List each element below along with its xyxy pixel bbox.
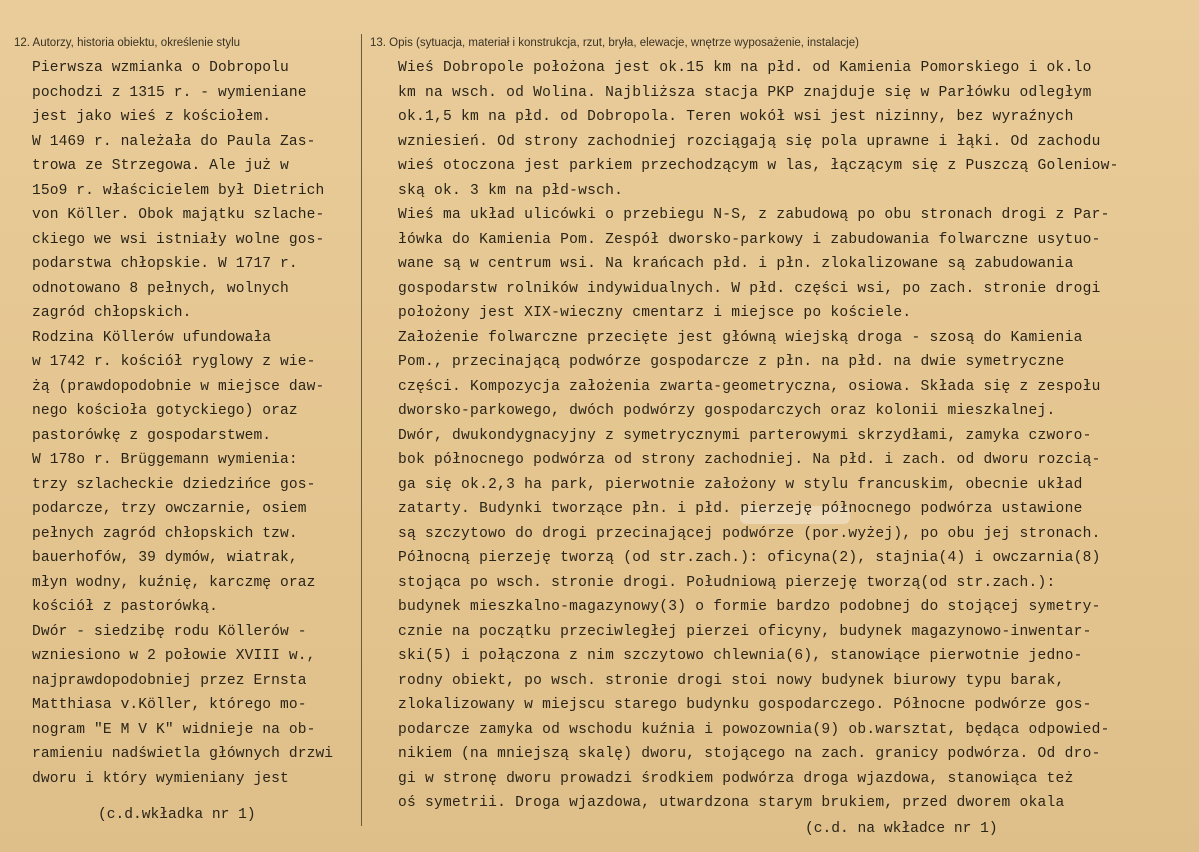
description-text-line: rodny obiekt, po wsch. stronie drogi stoi nowy budynek biurowy typu barak,	[398, 672, 1065, 689]
history-text-line: pełnych zagród chłopskich tzw.	[32, 525, 298, 542]
right-continuation-note: (c.d. na wkładce nr 1)	[805, 821, 998, 837]
description-text-line: są szczytowo do drogi przecinającej podwórze (por.wyżej), po obu jej stronach.	[398, 525, 1101, 542]
history-text-line: kościół z pastorówką.	[32, 599, 219, 615]
history-text-line: Matthiasa v.Köller, którego mo-	[32, 697, 307, 713]
history-text-line: odnotowano 8 pełnych, wolnych	[32, 280, 289, 297]
description-text-line: cznie na początku przeciwległej pierzei oficyny, budynek magazynowo-inwentar-	[398, 623, 1092, 640]
history-text-line: trowa ze Strzegowa. Ale już w	[32, 158, 289, 174]
history-text-line: nogram "E M V K" widnieje na ob-	[32, 721, 316, 738]
description-text-line: gi w stronę dworu prowadzi środkiem podwórza droga wjazdowa, stanowiąca też	[398, 770, 1074, 787]
history-text-line: pastorówkę z gospodarstwem.	[32, 427, 272, 444]
history-text-line: zagród chłopskich.	[32, 305, 192, 321]
description-text-line: części. Kompozycja założenia zwarta-geometryczna, osiowa. Składa się z zespołu	[398, 378, 1101, 395]
description-text-line: budynek mieszkalno-magazynowy(3) o formie bardzo podobnej do stojącej symetry-	[398, 599, 1101, 615]
description-text-line: ga się ok.2,3 ha park, pierwotnie założony w stylu francuskim, obecnie układ	[398, 476, 1083, 493]
description-text-line: Dwór, dwukondygnacyjny z symetrycznymi parterowymi skrzydłami, zamyka czworo-	[398, 427, 1092, 444]
description-text-line: km na wsch. od Wolina. Najbliższa stacja PKP znajduje się w Parłówku odległym	[398, 84, 1092, 101]
description-column	[398, 56, 1188, 816]
description-text-line: ski(5) i połączona z nim szczytowo chlewnia(6), stanowiące pierwotnie jedno-	[398, 648, 1083, 664]
history-text-line: Pierwsza wzmianka o Dobropolu	[32, 60, 289, 76]
history-text-line: żą (prawdopodobnie w miejsce daw-	[32, 378, 325, 395]
history-text-line: 15o9 r. właścicielem był Dietrich	[32, 182, 325, 199]
description-text-line: bok północnego podwórza od strony zachodniej. Na płd. i zach. od dworu rozcią-	[398, 452, 1101, 468]
description-text-line: nikiem (na mniejszą skalę) dworu, stojącego na zach. granicy podwórza. Od dro-	[398, 746, 1101, 762]
history-text-line: W 1469 r. należała do Paula Zas-	[32, 133, 316, 150]
history-text-line: bauerhofów, 39 dymów, wiatrak,	[32, 550, 298, 566]
description-text-line: Założenie folwarczne przecięte jest główną wiejską droga - szosą do Kamienia	[398, 329, 1083, 346]
description-text-line: ską ok. 3 km na płd-wsch.	[398, 182, 624, 199]
history-text-line: jest jako wieś z kościołem.	[32, 109, 272, 125]
left-section-header: 12. Autorzy, historia obiektu, określenie stylu	[14, 37, 241, 49]
history-text-line: w 1742 r. kościół ryglowy z wie-	[32, 354, 316, 370]
history-text-line: von Köller. Obok majątku szlache-	[32, 207, 325, 223]
description-text-line: ok.1,5 km na płd. od Dobropola. Teren wokół wsi jest nizinny, bez wyraźnych	[398, 109, 1074, 125]
description-text-line: wane są w centrum wsi. Na krańcach płd. i płn. zlokalizowane są zabudowania	[398, 256, 1074, 272]
description-text-line: zlokalizowany w miejscu starego budynku gospodarczego. Północne podwórze gos-	[398, 697, 1092, 713]
history-column	[32, 56, 362, 791]
description-text-line: łówka do Kamienia Pom. Zespół dworsko-parkowy i zabudowania folwarczne usytuo-	[398, 231, 1101, 248]
description-text-line: położony jest XIX-wieczny cmentarz i miejsce po kościele.	[398, 305, 912, 321]
history-text-line: dworu i który wymieniany jest	[32, 770, 289, 787]
right-section-header: 13. Opis (sytuacja, materiał i konstrukcja, rzut, bryła, elewacje, wnętrze wyposażenie, instalacje)	[370, 37, 859, 49]
history-text-line: nego kościoła gotyckiego) oraz	[32, 403, 298, 419]
history-text-line: ckiego we wsi istniały wolne gos-	[32, 231, 325, 248]
description-text-line: podarcze zamyka od wschodu kuźnia i powozownia(9) ob.warsztat, będąca odpowied-	[398, 721, 1110, 738]
history-text-line: wzniesiono w 2 połowie XVIII w.,	[32, 648, 316, 664]
description-text-line: oś symetrii. Droga wjazdowa, utwardzona starym brukiem, przed dworem okala	[398, 795, 1065, 811]
history-text-line: pochodzi z 1315 r. - wymieniane	[32, 84, 307, 101]
history-text-line: podarstwa chłopskie. W 1717 r.	[32, 256, 298, 272]
history-text-line: najprawdopodobniej przez Ernsta	[32, 672, 307, 689]
description-text-line: dworsko-parkowego, dwóch podwórzy gospodarczych oraz kolonii mieszkalnej.	[398, 403, 1056, 419]
description-text-line: wzniesień. Od strony zachodniej rozciągają się pola uprawne i łąki. Od zachodu	[398, 133, 1101, 150]
history-text-line: Dwór - siedzibę rodu Köllerów -	[32, 623, 307, 640]
history-text-line: młyn wodny, kuźnię, karczmę oraz	[32, 574, 316, 591]
history-text-line: W 178o r. Brüggemann wymienia:	[32, 452, 298, 468]
description-text-line: Wieś Dobropole położona jest ok.15 km na płd. od Kamienia Pomorskiego i ok.lo	[398, 60, 1092, 76]
history-text-line: ramieniu nadświetla głównych drzwi	[32, 746, 334, 762]
description-text-line: wieś otoczona jest parkiem przechodzącym w las, łączącym się z Puszczą Goleniow-	[398, 158, 1119, 174]
description-text-line: stojąca po wsch. stronie drogi. Południową pierzeję tworzą(od str.zach.):	[398, 574, 1056, 591]
history-text-line: podarcze, trzy owczarnie, osiem	[32, 501, 307, 517]
description-text-line: Północną pierzeję tworzą (od str.zach.): oficyna(2), stajnia(4) i owczarnia(8)	[398, 550, 1101, 566]
history-text-line: trzy szlacheckie dziedzińce gos-	[32, 476, 316, 493]
description-text-line: Wieś ma układ ulicówki o przebiegu N-S, z zabudową po obu stronach drogi z Par-	[398, 207, 1110, 223]
description-text-line: Pom., przecinającą podwórze gospodarcze z płn. na płd. na dwie symetryczne	[398, 354, 1065, 370]
description-text-line: zatarty. Budynki tworzące płn. i płd. pierzeję północnego podwórza ustawione	[398, 501, 1083, 517]
left-continuation-note: (c.d.wkładka nr 1)	[98, 807, 256, 823]
description-text-line: gospodarstw rolników indywidualnych. W płd. części wsi, po zach. stronie drogi	[398, 280, 1101, 297]
history-text-line: Rodzina Köllerów ufundowała	[32, 329, 272, 346]
